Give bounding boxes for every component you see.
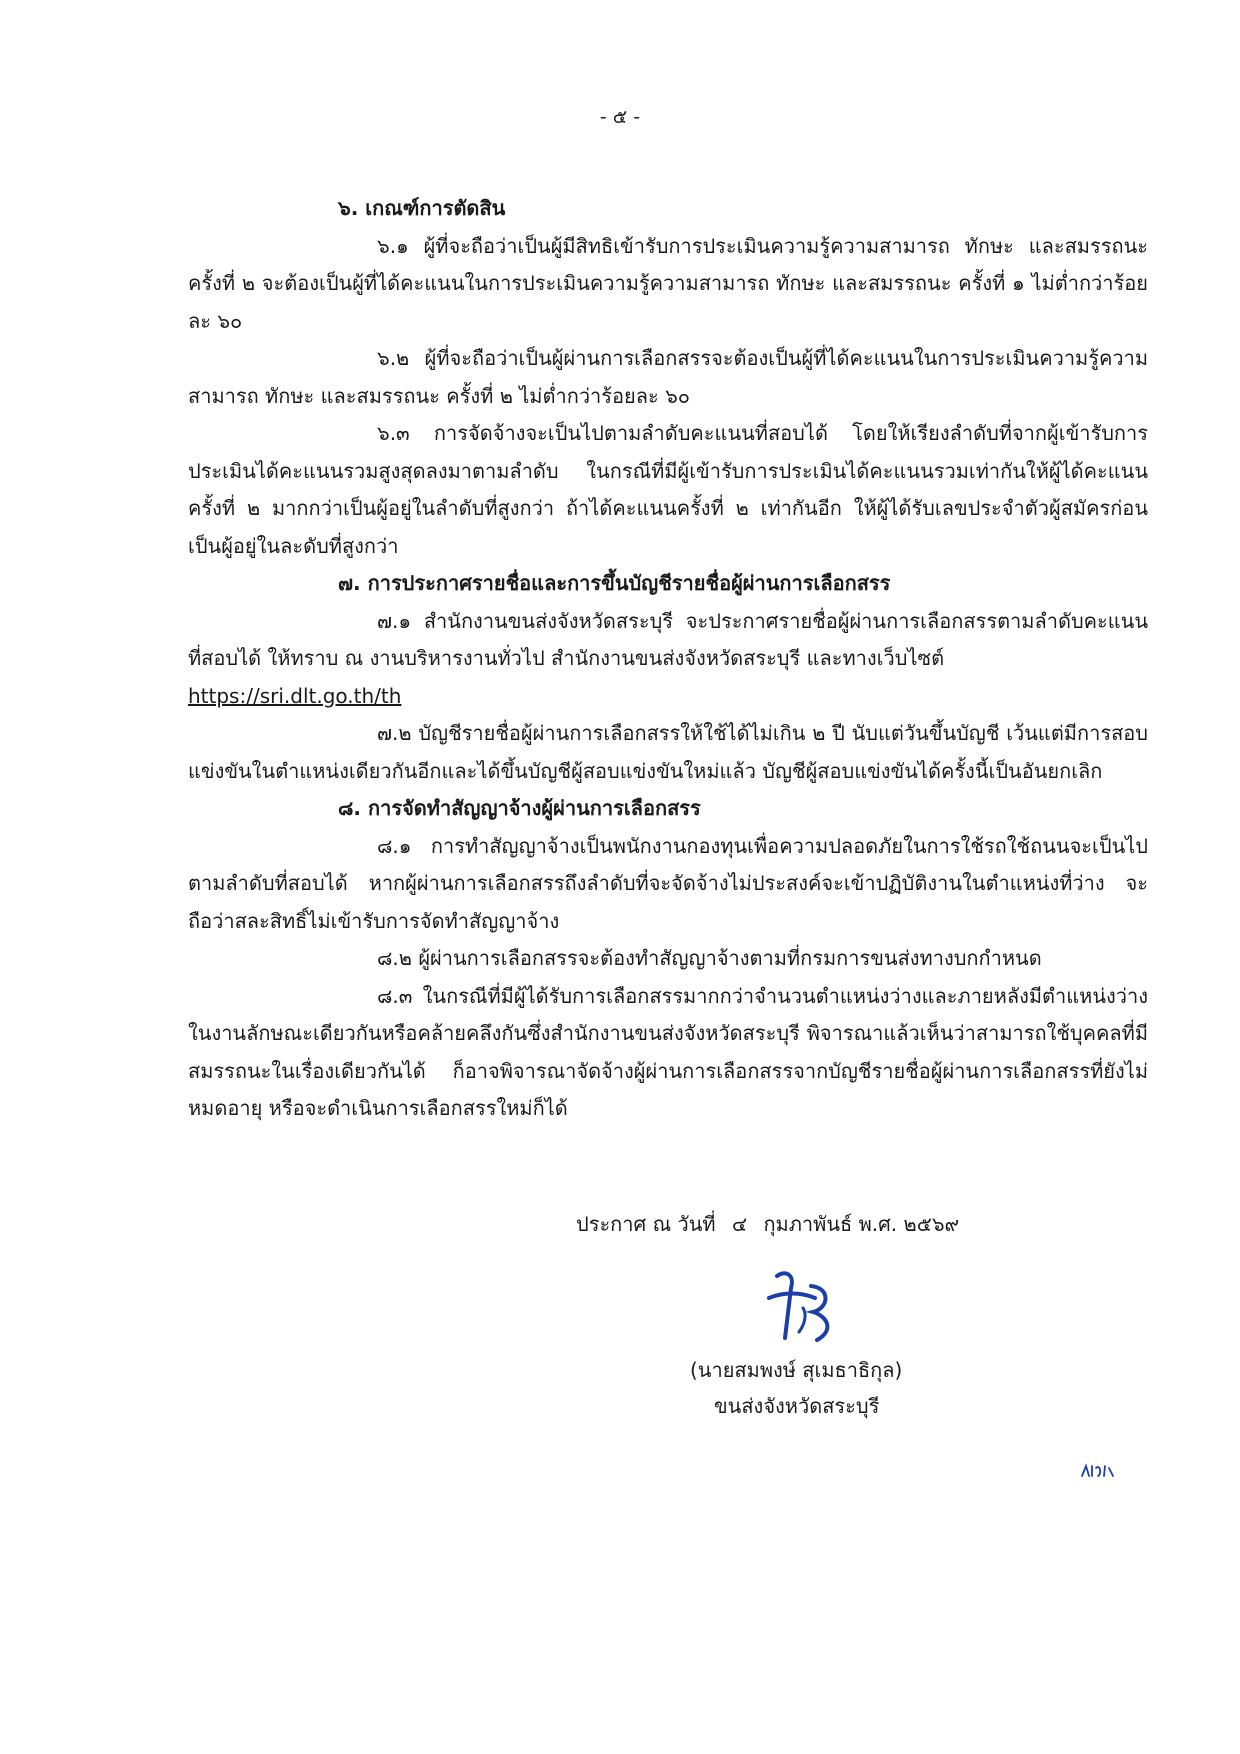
signature-image — [755, 1268, 845, 1348]
section-7-2: ๗.๒ บัญชีรายชื่อผู้ผ่านการเลือกสรรให้ใช้ได้ไม่เกิน ๒ ปี นับแต่วันขึ้นบัญชี เว้นแต่มีการสอบแข่งขันในตำแหน่งเดียวกันอีกและได้ขึ้นบัญชีผู้สอบแข่งขันใหม่แล้ว บัญชีผู้สอบแข่งขันได้ครั้งนี้เป็นอันยกเลิก — [188, 721, 1148, 783]
announce-prefix: ประกาศ ณ วันที่ — [576, 1212, 716, 1236]
announce-suffix: กุมภาพันธ์ พ.ศ. ๒๕๖๙ — [763, 1212, 960, 1236]
initials-stamp — [1080, 1462, 1116, 1480]
section-6-heading: ๖. เกณฑ์การตัดสิน — [338, 196, 506, 220]
document-body — [188, 190, 1148, 1128]
section-8-3: ๘.๓ ในกรณีที่มีผู้ได้รับการเลือกสรรมากกว่าจำนวนตำแหน่งว่างและภายหลังมีตำแหน่งว่างในงานลักษณะเดียวกันหรือคล้ายคลึงกันซึ่งสำนักงานขนส่งจังหวัดสระบุรี พิจารณาแล้วเห็นว่าสามารถใช้บุคคลที่มีสมรรถนะในเรื่องเดียวกันได้ ก็อาจพิจารณาจัดจ้างผู้ผ่านการเลือกสรรจากบัญชีรายชื่อผู้ผ่านการเลือกสรรที่ยังไม่หมดอายุ หรือจะดำเนินการเลือกสรรใหม่ก็ได้ — [188, 983, 1148, 1120]
section-8-heading: ๘. การจัดทำสัญญาจ้างผู้ผ่านการเลือกสรร — [338, 796, 701, 820]
section-8-1: ๘.๑ การทำสัญญาจ้างเป็นพนักงานกองทุนเพื่อความปลอดภัยในการใช้รถใช้ถนนจะเป็นไปตามลำดับที่สอบได้ หากผู้ผ่านการเลือกสรรถึงลำดับที่จะจัดจ้างไม่ประสงค์จะเข้าปฏิบัติงานในตำแหน่งที่ว่าง จะถือว่าสละสิทธิ์ไม่เข้ารับการจัดทำสัญญาจ้าง — [188, 833, 1148, 933]
signer-position: ขนส่งจังหวัดสระบุรี — [714, 1394, 880, 1418]
section-8-2: ๘.๒ ผู้ผ่านการเลือกสรรจะต้องทำสัญญาจ้างตามที่กรมการขนส่งทางบกกำหนด — [377, 946, 1042, 970]
section-6-1: ๖.๑ ผู้ที่จะถือว่าเป็นผู้มีสิทธิเข้ารับการประเมินความรู้ความสามารถ ทักษะ และสมรรถนะ ครั้งที่ ๒ จะต้องเป็นผู้ที่ได้คะแนนในการประเมินความรู้ความสามารถ ทักษะ และสมรรถนะ ครั้งที่ ๑ ไม่ต่ำกว่าร้อยละ ๖๐ — [188, 233, 1148, 333]
section-7-1: ๗.๑ สำนักงานขนส่งจังหวัดสระบุรี จะประกาศรายชื่อผู้ผ่านการเลือกสรรตามลำดับคะแนนที่สอบได้ ให้ทราบ ณ งานบริหารงานทั่วไป สำนักงานขนส่งจังหวัดสระบุรี และทางเว็บไซต์ — [188, 608, 1148, 670]
section-7-heading: ๗. การประกาศรายชื่อและการขึ้นบัญชีรายชื่อผู้ผ่านการเลือกสรร — [338, 571, 891, 595]
section-6-3: ๖.๓ การจัดจ้างจะเป็นไปตามลำดับคะแนนที่สอบได้ โดยให้เรียงลำดับที่จากผู้เข้ารับการประเมินได้คะแนนรวมสูงสุดลงมาตามลำดับ ในกรณีที่มีผู้เข้ารับการประเมินได้คะแนนรวมเท่ากันให้ผู้ได้คะแนนครั้งที่ ๒ มากกว่าเป็นผู้อยู่ในลำดับที่สูงกว่า ถ้าได้คะแนนครั้งที่ ๒ เท่ากันอีก ให้ผู้ได้รับเลขประจำตัวผู้สมัครก่อนเป็นผู้อยู่ในละดับที่สูงกว่า — [188, 421, 1148, 558]
section-6-2: ๖.๒ ผู้ที่จะถือว่าเป็นผู้ผ่านการเลือกสรรจะต้องเป็นผู้ที่ได้คะแนนในการประเมินความรู้ความสามารถ ทักษะ และสมรรถนะ ครั้งที่ ๒ ไม่ต่ำกว่าร้อยละ ๖๐ — [188, 346, 1148, 408]
signer-name: (นายสมพงษ์ สุเมธาธิกุล) — [690, 1358, 903, 1382]
announce-day: ๔ — [731, 1212, 748, 1236]
page-number: - ๕ - — [599, 106, 641, 128]
announcement-date — [576, 1208, 959, 1240]
website-link[interactable]: https://sri.dlt.go.th/th — [188, 683, 402, 708]
